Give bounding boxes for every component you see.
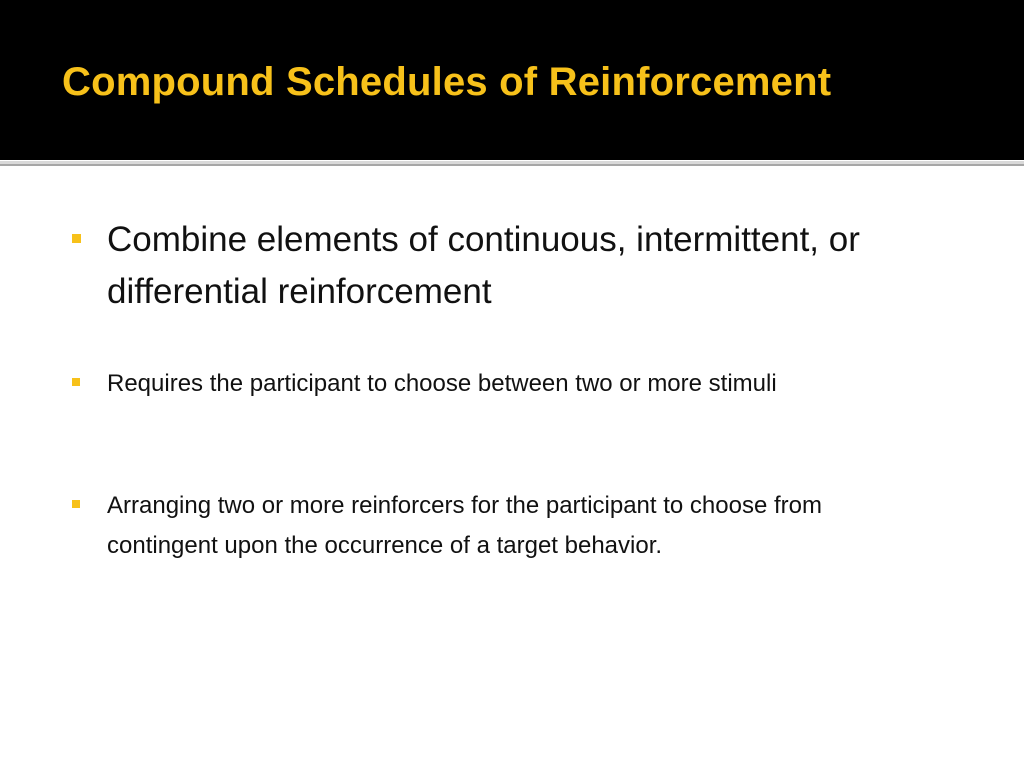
- square-bullet-icon: [72, 234, 81, 243]
- bullet-text: Requires the participant to choose between two or more stimuli: [107, 370, 777, 397]
- slide-title: Compound Schedules of Reinforcement: [62, 60, 832, 104]
- bullet-item: [72, 486, 912, 566]
- bullet-item: [72, 364, 912, 404]
- square-bullet-icon: [72, 500, 80, 508]
- square-bullet-icon: [72, 378, 80, 386]
- bullet-item: [72, 214, 912, 318]
- bullet-text: Combine elements of continuous, intermittent, or differential reinforcement: [107, 220, 860, 311]
- bullet-text: Arranging two or more reinforcers for the participant to choose from contingent upon the occurrence of a target behavior.: [107, 492, 822, 559]
